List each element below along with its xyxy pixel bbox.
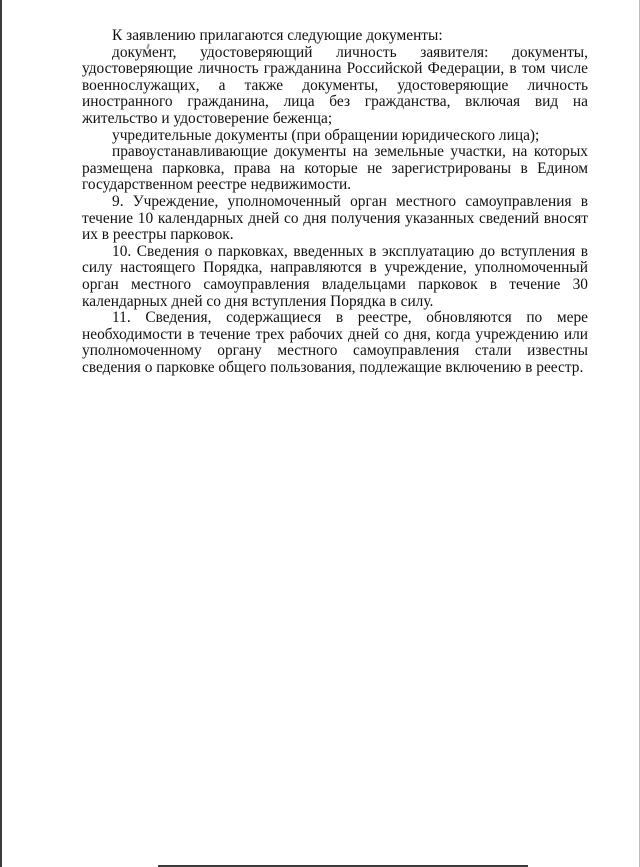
paragraph-item-11: 11. Сведения, содержащиеся в реестре, обновляются по мере необходимости в течение трех рабочих дней со дня, когда учреждению или уполномоченному органу местного самоуправления стали известны сведения о парковке общего пользования, подлежащие включению в реестр.	[82, 309, 588, 376]
scan-left-edge	[0, 0, 2, 867]
paragraph-land-documents: правоустанавливающие документы на земельные участки, на которых размещена парковка, права на которые не зарегистрированы в Едином государственном реестре недвижимости.	[82, 143, 588, 194]
paragraph-item-9: 9. Учреждение, уполномоченный орган местного самоуправления в течение 10 календарных дней со дня получения указанных сведений вносят их в реестры парковок.	[82, 192, 588, 244]
paragraph-founding-documents: учредительные документы (при обращении юридического лица);	[112, 126, 540, 144]
paragraph-identity-documents: документ, удостоверяющий личность заявителя: документы, удостоверяющие личность гражданина Российской Федерации, в том числе военнослужащих, а также документы, удостоверяющие личность иностранного гражданина, лица без гражданства, включая вид на жительство и удостоверение беженца;	[82, 43, 588, 127]
paragraph-attachments-intro: К заявлению прилагаются следующие документы:	[112, 27, 443, 44]
document-body	[82, 28, 588, 376]
paragraph-item-10: 10. Сведения о парковках, введенных в эксплуатацию до вступления в силу настоящего Порядка, направляются в учреждение, уполномоченный орган местного самоуправления владельцами парковок в течение 30 календарных дней со дня вступления Порядка в силу.	[82, 242, 588, 310]
